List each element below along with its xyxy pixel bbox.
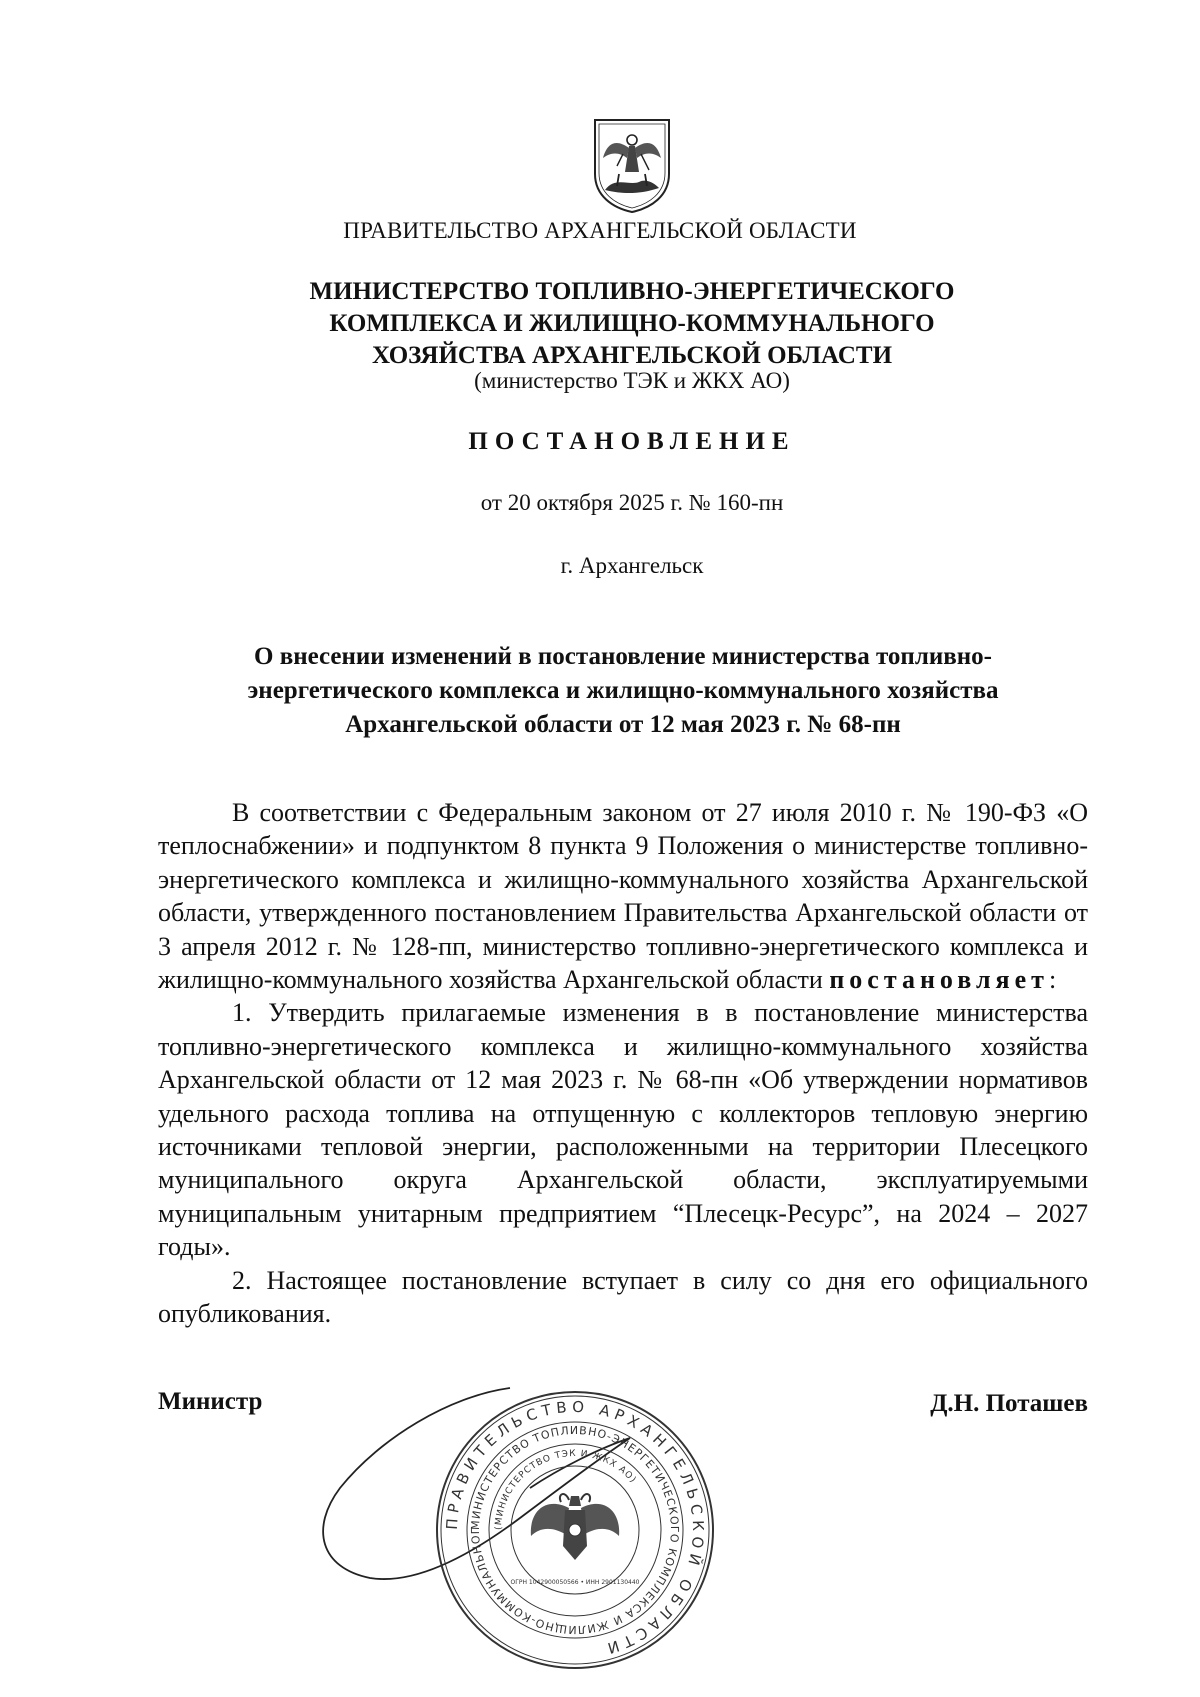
item-1-paragraph: 1. Утвердить прилагаемые изменения в в постановление министерства топливно-энергетического комплекса и жилищно-коммунального хозяйства Архангельской области от 12 мая 2023 г. № 68-пн «Об утверждении нормативов удельного расхода топлива на отпущенную с коллекторов тепловую энергию источниками тепловой энергии, расположенными на территории Плесецкого муниципального округа Архангельской области, эксплуатируемыми муниципальным унитарным предприятием “Плесецк-Ресурс”, на 2024 – 2027 годы». <box>158 998 1088 1262</box>
ministry-line-3: ХОЗЯЙСТВА АРХАНГЕЛЬСКОЙ ОБЛАСТИ <box>371 342 893 369</box>
government-name: ПРАВИТЕЛЬСТВО АРХАНГЕЛЬСКОЙ ОБЛАСТИ <box>343 218 857 243</box>
official-seal <box>300 1378 720 1683</box>
title-line-3: Архангельской области от 12 мая 2023 г. № 68-пн <box>345 711 901 738</box>
seal-inner-text: (МИНИСТЕРСТВО ТЭК И ЖКХ АО) <box>493 1448 638 1531</box>
ministry-line-1: МИНИСТЕРСТВО ТОПЛИВНО-ЭНЕРГЕТИЧЕСКОГО <box>309 278 955 305</box>
signature-position: Министр <box>158 1388 263 1415</box>
ministry-line-2: КОМПЛЕКСА И ЖИЛИЩНО-КОММУНАЛЬНОГО <box>329 310 935 337</box>
document-date-number: от 20 октября 2025 г. № 160-пн <box>480 490 784 515</box>
decree-word: постановляет <box>829 965 1049 995</box>
preamble-paragraph <box>158 796 1088 996</box>
seal-codes: ОГРН 1042900050566 • ИНН 2901130440 <box>510 1579 640 1586</box>
seal-middle-text: МИНИСТЕРСТВО ТОПЛИВНО-ЭНЕРГЕТИЧЕСКОГО КОМПЛЕКСА И ЖИЛИЩНО-КОММУНАЛЬНОГ <box>468 1423 682 1637</box>
document-body <box>158 796 1088 1331</box>
decree-colon: : <box>1048 965 1057 995</box>
seal-stamp <box>437 1392 713 1668</box>
document-city: г. Архангельск <box>560 553 704 578</box>
item-2-paragraph: 2. Настоящее постановление вступает в силу со дня его официального опубликования. <box>158 1265 1088 1329</box>
arkhangelsk-coat-of-arms-icon <box>589 116 675 214</box>
title-line-2: энергетического комплекса и жилищно-коммунального хозяйства <box>247 677 999 704</box>
title-line-1: О внесении изменений в постановление министерства топливно- <box>254 643 992 670</box>
signature-name: Д.Н. Поташев <box>930 1390 1088 1417</box>
preamble-text: В соответствии с Федеральным законом от 27 июля 2010 г. № 190-ФЗ «О теплоснабжении» и подпунктом 8 пункта 9 Положения о министерстве топливно-энергетического комплекса и жилищно-коммунального хозяйства Архангельской области, утвержденного постановлением Правительства Архангельской области от 3 апреля 2012 г. № 128-пп, министерство топливно-энергетического комплекса и жилищно-коммунального хозяйства Архангельской области <box>158 798 1088 995</box>
ministry-name <box>0 276 1200 372</box>
ministry-short-name: (министерство ТЭК и ЖКХ АО) <box>474 368 790 393</box>
seal-outer-text: ПРАВИТЕЛЬСТВО АРХАНГЕЛЬСКОЙ ОБЛАСТИ <box>442 1397 708 1659</box>
document-title <box>158 640 1088 742</box>
document-type: ПОСТАНОВЛЕНИЕ <box>468 428 796 455</box>
russian-eagle-emblem-icon <box>531 1494 619 1560</box>
